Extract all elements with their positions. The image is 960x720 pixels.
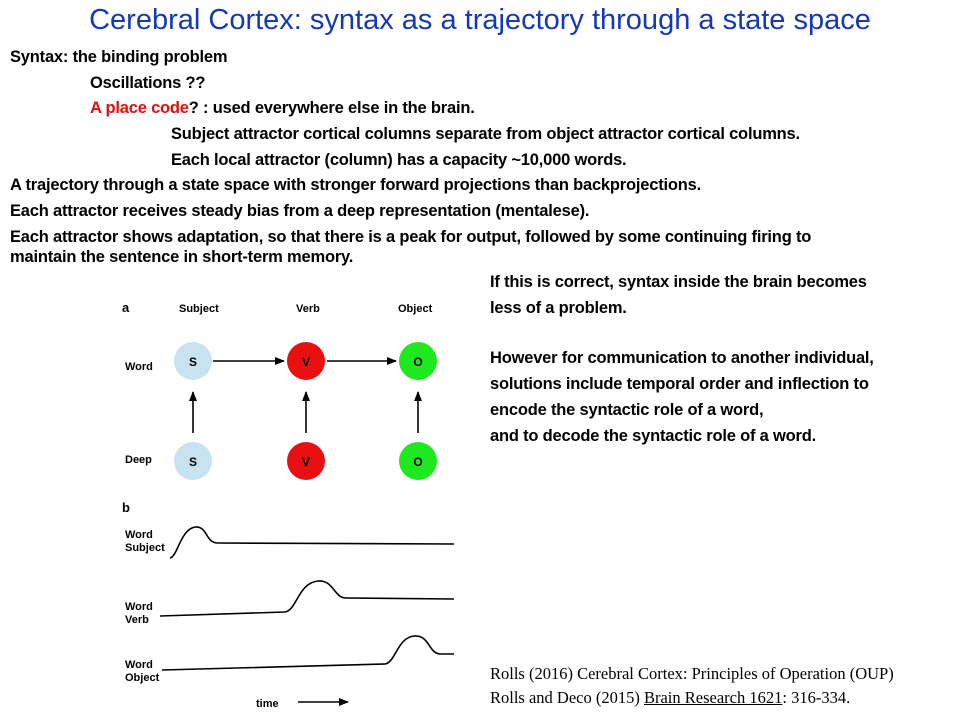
word-object-trace: [162, 636, 454, 670]
right-text-line-5: encode the syntactic role of a word,: [490, 401, 764, 419]
trace-verb-label-1: Word: [125, 601, 153, 613]
bullet-subject-attractor: Subject attractor cortical columns separate from object attractor cortical columns.: [171, 125, 800, 143]
place-code-rest: ? : used everywhere else in the brain.: [188, 99, 475, 117]
bullet-oscillations: Oscillations ??: [90, 74, 206, 92]
time-axis-label: time: [256, 698, 279, 710]
word-object-node-label: O: [413, 355, 423, 369]
row-deep-label: Deep: [125, 454, 152, 466]
trace-subject-label-2: Subject: [125, 542, 165, 554]
bullet-syntax: Syntax: the binding problem: [10, 48, 228, 66]
place-code-highlight: A place code: [90, 99, 189, 117]
right-text-line-3: However for communication to another individual,: [490, 349, 874, 367]
trace-object-label-2: Object: [125, 672, 160, 684]
word-verb-trace: [160, 581, 454, 616]
right-text-line-1: If this is correct, syntax inside the brain becomes: [490, 273, 867, 291]
column-object-label: Object: [398, 303, 433, 315]
trace-verb-label-2: Verb: [125, 614, 149, 626]
trace-object-label-1: Word: [125, 659, 153, 671]
reference-2-pages: : 316-334.: [782, 688, 851, 707]
bullet-adaptation-2: maintain the sentence in short-term memory.: [10, 248, 354, 266]
reference-2-authors: Rolls and Deco (2015): [490, 688, 644, 707]
bullet-adaptation-1: Each attractor shows adaptation, so that there is a peak for output, followed by some continuing firing to: [10, 228, 812, 246]
word-subject-node-label: S: [188, 355, 198, 369]
column-subject-label: Subject: [179, 303, 219, 315]
right-text-line-2: less of a problem.: [490, 299, 627, 317]
panel-a-label: a: [122, 300, 130, 315]
bullet-local-attractor: Each local attractor (column) has a capacity ~10,000 words.: [171, 151, 627, 169]
deep-verb-node-label: V: [301, 455, 311, 469]
bullet-trajectory: A trajectory through a state space with stronger forward projections than backprojections.: [10, 176, 702, 194]
reference-2-journal-link[interactable]: Brain Research 1621: [643, 688, 783, 707]
right-text-line-4: solutions include temporal order and inflection to: [490, 375, 869, 393]
trace-subject-label-1: Word: [125, 529, 153, 541]
panel-b-label: b: [122, 500, 130, 515]
deep-object-node-label: O: [413, 455, 423, 469]
right-text-line-6: and to decode the syntactic role of a word.: [490, 427, 817, 445]
slide-title: Cerebral Cortex: syntax as a trajectory through a state space: [89, 4, 871, 36]
column-verb-label: Verb: [296, 303, 320, 315]
word-verb-node-label: V: [301, 355, 311, 369]
bullet-steady-bias: Each attractor receives steady bias from a deep representation (mentalese).: [10, 202, 590, 220]
reference-1: Rolls (2016) Cerebral Cortex: Principles of Operation (OUP): [490, 664, 894, 683]
deep-subject-node-label: S: [188, 455, 198, 469]
word-subject-trace: [170, 527, 454, 558]
row-word-label: Word: [125, 361, 153, 373]
